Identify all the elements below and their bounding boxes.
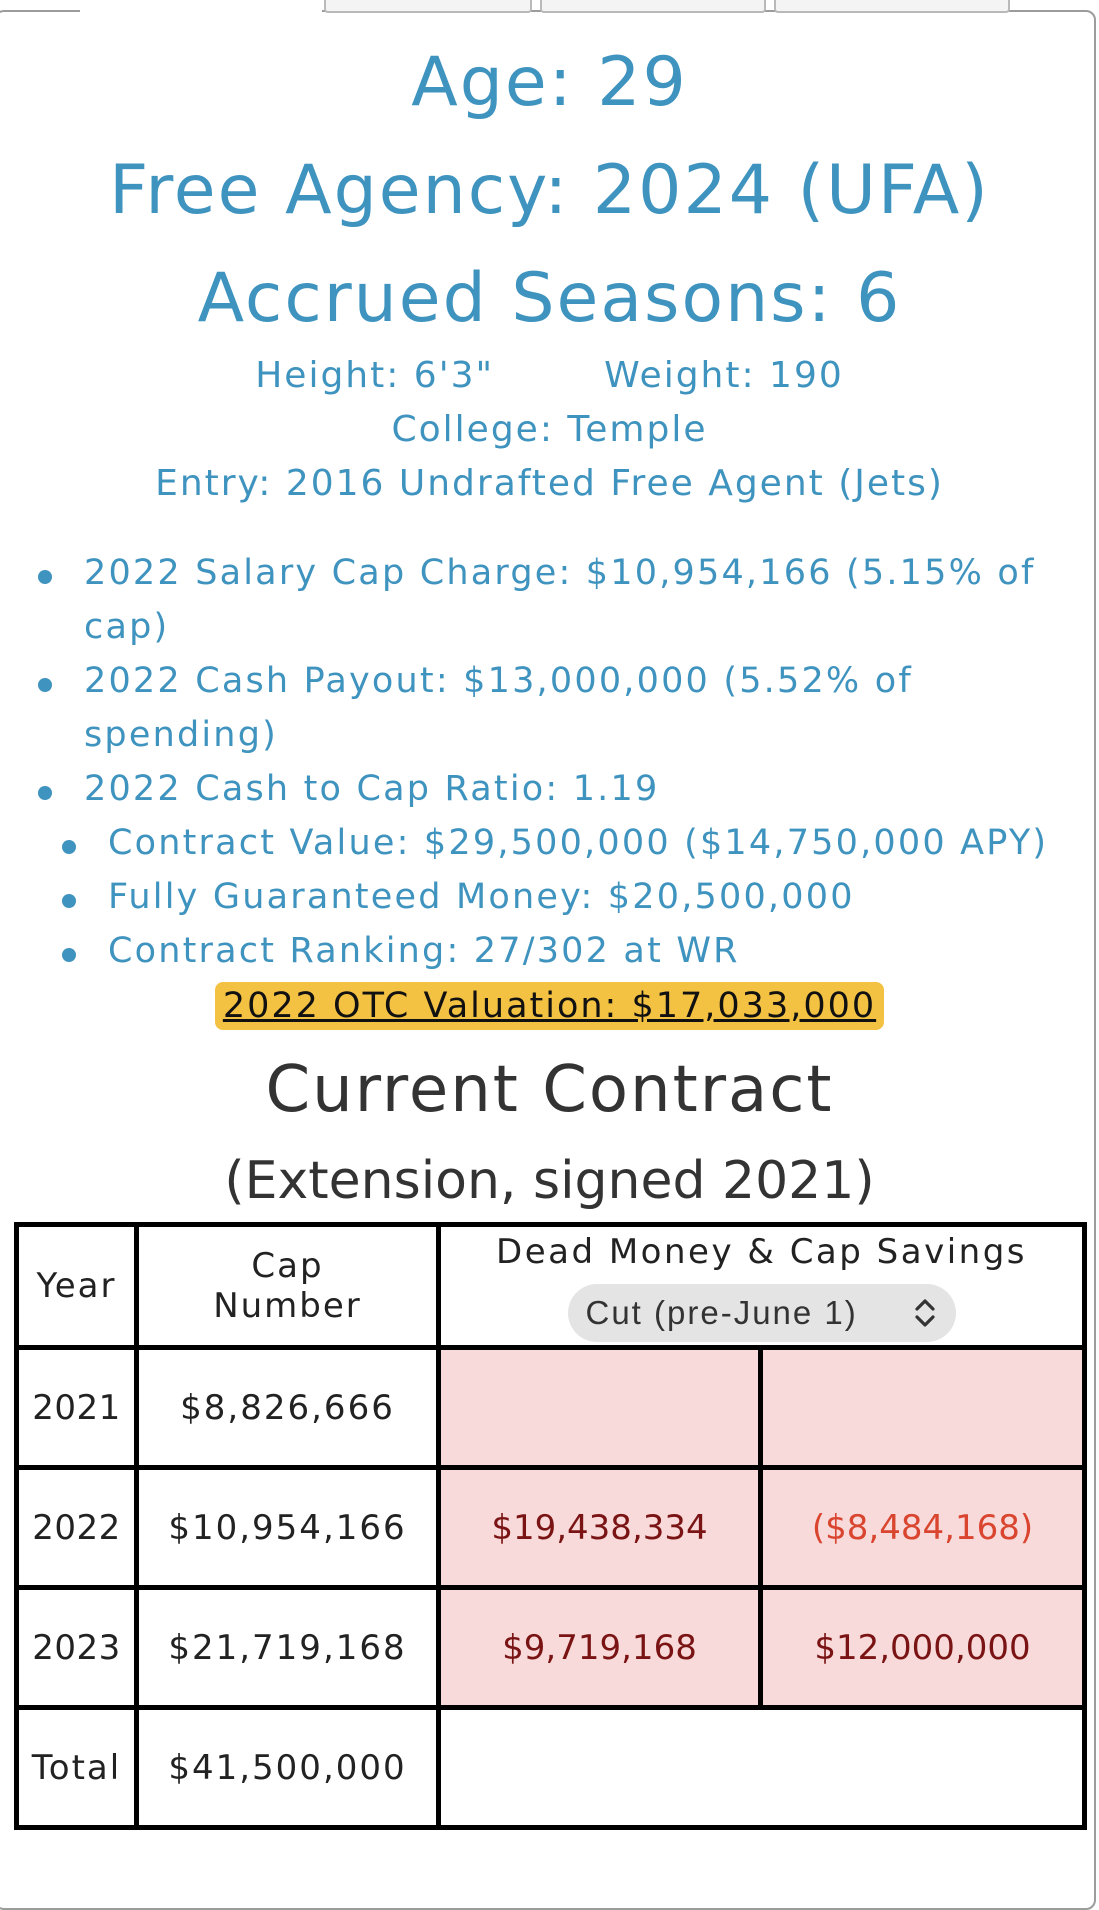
year-cell: 2023 bbox=[17, 1588, 137, 1708]
list-item-cash-payout: 2022 Cash Payout: $13,000,000 (5.52% of spending) bbox=[84, 661, 913, 755]
bullet-dot bbox=[62, 840, 76, 854]
cap-number-cell: $10,954,166 bbox=[137, 1468, 439, 1588]
player-free-agency: Free Agency: 2024 (UFA) bbox=[109, 151, 990, 230]
cap-savings-cell: ($8,484,168) bbox=[761, 1468, 1085, 1588]
bullet-dot bbox=[62, 894, 76, 908]
player-college: College: Temple bbox=[391, 409, 708, 450]
cap-number-cell: $21,719,168 bbox=[137, 1588, 439, 1708]
current-contract-title: Current Contract bbox=[265, 1053, 834, 1127]
list-item-contract-ranking: Contract Ranking: 27/302 at WR bbox=[108, 931, 740, 971]
cut-type-select[interactable] bbox=[568, 1284, 956, 1342]
cap-savings-cell: $12,000,000 bbox=[761, 1588, 1085, 1708]
player-accrued-seasons: Accrued Seasons: 6 bbox=[197, 259, 902, 338]
list-item-guaranteed-money: Fully Guaranteed Money: $20,500,000 bbox=[108, 877, 855, 917]
bullet-dot bbox=[38, 678, 52, 692]
header-dead-money bbox=[439, 1225, 1085, 1348]
table-header-row bbox=[17, 1225, 1085, 1348]
cap-number-cell: $8,826,666 bbox=[137, 1348, 439, 1468]
table-total-row bbox=[17, 1708, 1085, 1828]
player-entry: Entry: 2016 Undrafted Free Agent (Jets) bbox=[155, 463, 944, 504]
otc-valuation-container bbox=[0, 982, 1099, 1030]
tab-2[interactable] bbox=[324, 0, 532, 13]
current-contract-subtitle: (Extension, signed 2021) bbox=[224, 1151, 875, 1211]
header-year: Year bbox=[17, 1225, 137, 1348]
list-item-cap-charge: 2022 Salary Cap Charge: $10,954,166 (5.15% of cap) bbox=[84, 553, 1036, 647]
dead-money-cell: $9,719,168 bbox=[439, 1588, 761, 1708]
contract-table bbox=[14, 1222, 1087, 1830]
tab-4[interactable] bbox=[774, 0, 1010, 13]
dead-money-cell: $19,438,334 bbox=[439, 1468, 761, 1588]
total-cap-cell: $41,500,000 bbox=[137, 1708, 439, 1828]
table-row bbox=[17, 1468, 1085, 1588]
table-row bbox=[17, 1588, 1085, 1708]
otc-valuation-link[interactable]: 2022 OTC Valuation: $17,033,000 bbox=[215, 982, 884, 1030]
total-label-cell: Total bbox=[17, 1708, 137, 1828]
cut-type-select-value: Cut (pre-June 1) bbox=[585, 1294, 858, 1331]
cap-savings-cell bbox=[761, 1348, 1085, 1468]
list-item-cash-cap-ratio: 2022 Cash to Cap Ratio: 1.19 bbox=[84, 769, 660, 809]
dead-money-label: Dead Money & Cap Savings bbox=[496, 1232, 1027, 1272]
bullet-dot bbox=[38, 786, 52, 800]
table-row bbox=[17, 1348, 1085, 1468]
tab-3[interactable] bbox=[540, 0, 766, 13]
dead-money-cell bbox=[439, 1348, 761, 1468]
chevron-up-down-icon bbox=[910, 1284, 940, 1342]
active-tab[interactable] bbox=[80, 8, 322, 14]
bullet-dot bbox=[38, 570, 52, 584]
height-weight-line bbox=[0, 354, 1099, 398]
year-cell: 2021 bbox=[17, 1348, 137, 1468]
player-height: Height: 6'3" bbox=[255, 355, 495, 396]
bullet-dot bbox=[62, 948, 76, 962]
player-age: Age: 29 bbox=[411, 43, 688, 122]
year-cell: 2022 bbox=[17, 1468, 137, 1588]
header-cap-number: Cap Number bbox=[137, 1225, 439, 1348]
list-item-contract-value: Contract Value: $29,500,000 ($14,750,000 APY) bbox=[108, 823, 1049, 863]
player-weight: Weight: 190 bbox=[604, 355, 844, 396]
total-empty-cell bbox=[439, 1708, 1085, 1828]
